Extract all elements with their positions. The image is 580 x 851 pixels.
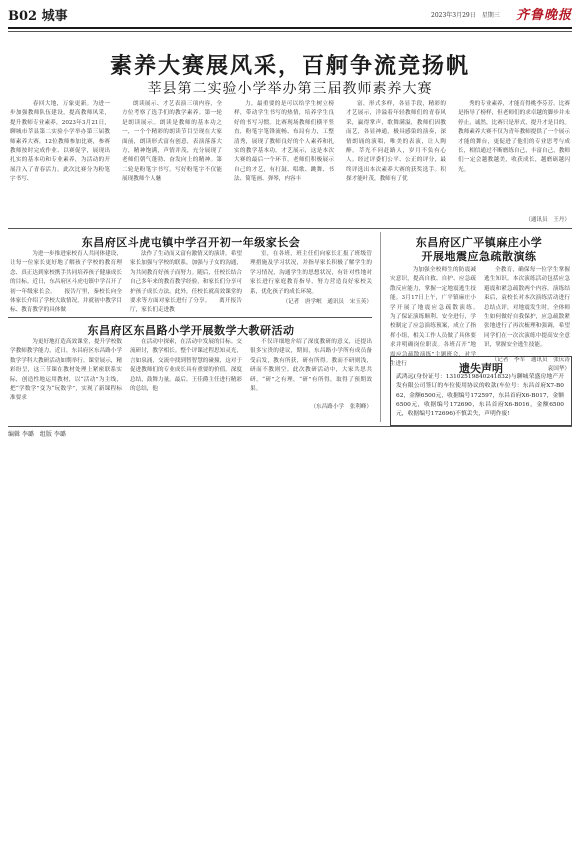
lead-bottom-rule — [8, 228, 572, 229]
article-b-column-1: 为更好地打造高效课堂，提升学校数学教师教学能力，近日，东昌府区东昌路小学数学学科大教研活动如期举行。课堂展示，精彩纷呈，这三节课在教材处理上紧密联系实际，创造性地运用教材，以“活动”为主线，把“学数学”变为“玩数学”，实现了新课程标准要求 — [10, 339, 122, 402]
article-b-title: 东昌府区东昌路小学开展数学大教研活动 — [87, 324, 295, 337]
footer-editor-credit: 编辑 李璐 组版 李璐 — [8, 431, 66, 438]
issue-date: 2023年3月29日 星期三 — [431, 12, 500, 19]
lead-byline: （通讯员 王丹） — [525, 217, 570, 223]
article-c-column-1: 为加强全校师生的防震减灾意识，提高自救、自护、应急疏散反应能力，掌握一定地震逃生技能。3月17日上午，广平镇麻庄小学开展了地震应急疏散演练。 为了保证演练顺利、安全进行，学校制定了应急演练预案，成立了指挥小组，相关工作人员做了具体要求并明确岗位职责。各班召开“地震应急疏散演练”主题班会，对学生进行 — [390, 267, 488, 368]
lead-column-2: 朗读展示、才艺表演三项内容，全方位考察了选手们的教学素养。第一轮是朗读展示。朗读是教师的基本功之一，一个个精彩的朗读节目呈现在大家面前，朗读形式富有创意，表演落落大方，精神饱满，声情并茂，充分展现了老师们朝气蓬勃、奋发向上的精神。第二轮是粉笔字书写。写好粉笔字不仅能展现教师个人魅 — [122, 101, 222, 183]
article-a-byline: （记者 唐学岷 通讯员 宋玉英） — [282, 299, 372, 305]
header-rule — [8, 27, 572, 29]
paper-logo: 齐鲁晚报 — [515, 8, 572, 23]
article-c-column-2: 全教育，确保每一位学生掌握逃生知识。本次演练活动包括应急避震和紧急疏散两个内容。演练结束后，袁校长对本次演练活动进行总结点评，对地震发生时，全体师生如何做好自我保护，应急疏散紧张地进行了再次梳理和强调，希望同学们在一次次演练中提高安全意识，掌握安全逃生技能。 — [484, 267, 570, 349]
footer-rule — [8, 426, 572, 427]
article-a-column-3: 室，在各班，班主任们向家长汇报了班级管理措施及学习状况，并指导家长积极了解学生的学习情况，沟通学生的思想状况，有针对性地对家长进行家庭教育指导，努力营造良好家校关系，优化孩子的成长环境。 — [250, 251, 372, 295]
article-a-column-2: 法作了生动而又富有激情又的演讲。希望家长加强与学校的联系，加强与子女的沟通，为共同教育好孩子而努力。随后，任校长结合自己多年来的教育教学经验，和家长们分享可护孩子成长方法。此外，任校长就高效课堂的要求等方面对家长进行了分享。 离开报告厅，家长们走进教 — [130, 251, 242, 314]
article-b-byline: （东昌路小学 张利峰） — [310, 404, 372, 410]
lead-column-5: 秀的专业素养，才能育得桃李芬芳。比赛是指导了榜样，但老师们的求卓越的脚步并未停止，诚然，比赛只是形式，提升才是目的。教师素养大赛不仅为青年教师提供了一个展示才能的舞台，更促进了他们的专业思考与成长，相信通过不断磨练自己，丰富自己，教师们一定会越教越美，收获成长，越磨砺越闪光。 — [458, 101, 570, 173]
masthead — [8, 3, 572, 25]
article-b-column-3: 不仅详细地介绍了深度教研的意义，还提出很多宝贵的建议，期间，东昌路小学所有成员备受启发，教有所获，研有所得。教而不研则浅，研而不教则空。此次教研活动中，大家共思共研，“研”之有理，“研”有所得，取得了预期效果。 — [250, 339, 372, 393]
article-a-column-1: 为进一步推进家校育人共同体建设，让每一位家长更好地了解孩子学校的教育理念、真正达到家校携手共同培养孩子健康成长的目标。近日，东昌府区斗虎屯镇中学召开了初一年级家长会。 报告厅里，秦校长向全体家长介绍了学校大致情况，并就初中教学目标、教育教学的具体做 — [10, 251, 122, 314]
lost-notice-box — [390, 356, 576, 426]
lead-headline: 素养大赛展风采，百舸争流竞扬帆 — [109, 53, 470, 79]
lost-notice-title: 遗失声明 — [459, 362, 503, 375]
article-a-title: 东昌府区斗虎屯镇中学召开初一年级家长会 — [81, 236, 301, 249]
lead-column-3: 力，最重要的是可以给学生树立榜样，带动学生书写的热情，培养学生良好的书写习惯。比赛现场教师们横平竖直，粉笔字笔锋流畅、布局有力，工整清秀，展现了教师良好的个人素养和扎实的教学基本功。才艺展示，这是本次大赛的最后一个环节，老师们积极展示自己的才艺，有打鼓、唱歌、跳舞、书法、简笔画、弹琴，内容丰 — [234, 101, 334, 183]
article-c-byline: （记者 李军 通讯员 张庆涛 袁国华） — [491, 357, 576, 373]
lead-column-4: 富，形式多样，各显手段，精彩的才艺展示，洋溢着年轻教师们的青春风采，赢得掌声，歌舞满溢，教师们因教而艺，各显神通，极具感染的演奏，深情朗诵的演唱，唯美的表演，让人陶醉。莘光不问赶路人，岁月不负有心人。经过评委们公平、公正的评分，最终评选出本次素养大赛的获奖选手。积探才能叶茂，教师有了优 — [346, 101, 446, 183]
article-c-title-line-1: 东昌府区广平镇麻庄小学 — [415, 236, 543, 249]
lead-subhead: 莘县第二实验小学举办第三届教师素养大赛 — [147, 81, 433, 97]
article-c-title-line-2: 开展地震应急疏散演练 — [421, 250, 537, 263]
lost-notice-body: 武鸿远(身份证号：13102519840241832)与聊城荣盛房地产开发有限公司签订的车位使用协议的收款(车位号：东昌首府X7-B062，金额6500元，收据编号172597，东昌首府X6-B017，金额6500元，收据编号172690，东昌首府X6-B016，金额6500元，收据编号172696)不慎丢失，声明作废! — [396, 374, 564, 418]
article-b-column-2: 在活动中探索，在活动中发展的目标。交流研讨，教学相长。整个评课过程思知灵光，言如泉涌，交流中找到智智慧的碰撞，这对于促进教师们的专业成长具有重要的价值。深度总结，鼓舞力量。最后，王佳爵主任进行精彩的总结，他 — [130, 339, 242, 393]
page-section-label: B02 城事 — [8, 9, 68, 24]
column-separator — [380, 232, 381, 422]
lead-column-1: 春回大地，万象更新。为进一步加强教师队伍建设，提高教师风采，提升教师专业素养，2023年3月21日，聊城市莘县第二实验小学举办第三届教师素养大赛，12位教师参加比赛，参赛教师按时完成作业、以赛促学，展现出扎实的基本功和专业素养，为活动的开展注入了青春活力。此次比赛分为粉笔字书写、 — [10, 101, 110, 183]
article-a-bottom-rule — [8, 317, 372, 318]
header-rule-thin — [8, 31, 572, 32]
